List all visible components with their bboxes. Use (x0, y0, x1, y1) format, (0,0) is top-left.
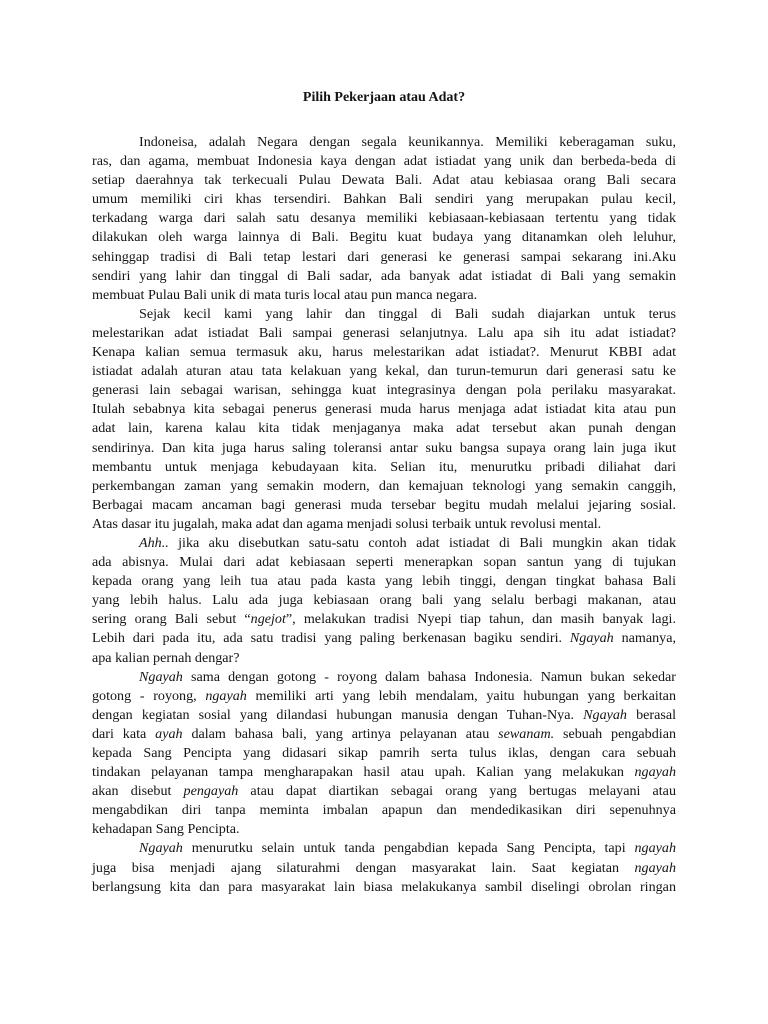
text-line: ras, dan agama, membuat Indonesia kaya dengan adat istiadat yang unik dan berbeda-beda di (92, 153, 676, 170)
text-line: sendiri yang lahir dan tinggal di Bali sadar, ada banyak adat istiadat di Bali yang semakin (92, 267, 676, 284)
text-line: kehadapan Sang Pencipta. (92, 821, 240, 838)
document-title: Pilih Pekerjaan atau Adat? (302, 90, 466, 105)
text-line: tindakan pelayanan tampa mengharapakan hasil atau upah. Kalian yang melakukan ngayah (92, 764, 676, 781)
text-line: umum memiliki ciri khas tersendiri. Bahkan Bali sendiri yang merupakan pulau kecil, (92, 191, 676, 208)
text-line: kepada orang yang leih tua atau pada kasta yang lebih tinggi, dengan tingkat bahasa Bali (92, 573, 676, 590)
text-line: juga bisa menjadi ajang silaturahmi dengan masyarakat lain. Saat kegiatan ngayah (92, 859, 676, 876)
text-line: akan disebut pengayah atau dapat diartikan sebagai orang yang bertugas melayani atau (92, 783, 676, 800)
text-line: Ahh.. jika aku disebutkan satu-satu contoh adat istiadat di Bali mungkin akan tidak (139, 534, 676, 551)
text-line: melestarikan adat istiadat Bali sampai generasi selanjutnya. Lalu apa sih itu adat istiadat? (92, 324, 676, 341)
text-line: Berbagai macam ancaman bagi generasi muda tersebar begitu mudah melalui jejaring sosial. (92, 496, 676, 513)
text-line: gotong - royong, ngayah memiliki arti yang lebih mendalam, yaitu hubungan yang berkaitan (92, 687, 676, 704)
text-line: yang lebih halus. Lalu ada juga kebiasaan orang bali yang selalu berbagi makanan, atau (92, 592, 676, 609)
text-line: generasi lain sebagai warisan, sehingga kuat integrasinya dengan pola perilaku masyarakat. (92, 382, 676, 399)
text-line: dengan kegiatan sosial yang dilandasi hubungan manusia dengan Tuhan-Nya. Ngayah berasal (92, 706, 676, 723)
text-line: Atas dasar itu jugalah, maka adat dan agama menjadi solusi terbaik untuk revolusi mental. (92, 515, 602, 532)
text-line: mengabdikan diri tanpa meminta imbalan apapun dan mendedikasikan diri sepenuhnya (92, 802, 676, 819)
text-line: sering orang Bali sebut “ngejot”, melakukan tradisi Nyepi tiap tahun, dan masih banyak lagi. (92, 611, 676, 628)
text-line: Ngayah menurutku selain untuk tanda pengabdian kepada Sang Pencipta, tapi ngayah (139, 840, 676, 857)
text-line: Sejak kecil kami yang lahir dan tinggal di Bali sudah diajarkan untuk terus (139, 305, 676, 322)
text-line: membantu untuk menjaga kebudayaan kita. Selian itu, menurutku pribadi diliahat dari (92, 458, 676, 475)
text-line: istiadat adalah aturan atau tata kelakuan yang kekal, dan turun-temurun dari generasi satu ke (92, 363, 676, 380)
text-line: berlangsung kita dan para masyarakat lain biasa melakukanya sambil diselingi obrolan ringan (92, 878, 676, 895)
text-line: Ngayah sama dengan gotong - royong dalam bahasa Indonesia. Namun bukan sekedar (139, 668, 676, 685)
text-line: membuat Pulau Bali unik di mata turis local atau pun manca negara. (92, 286, 478, 303)
text-line: dilakukan oleh warga lainnya di Bali. Begitu kuat budaya yang ditanamkan oleh leluhur, (92, 229, 676, 246)
text-line: dari kata ayah dalam bahasa bali, yang artinya pelayanan atau sewanam. sebuah pengabdian (92, 725, 676, 742)
text-line: setiap daerahnya tak terkecuali Pulau Dewata Bali. Adat atau kebiasaa orang Bali secara (92, 172, 676, 189)
text-line: ada abisnya. Mulai dari adat kebiasaan seperti menerapkan sopan santun yang di tujukan (92, 554, 676, 571)
text-line: apa kalian pernah dengar? (92, 649, 240, 666)
text-line: sehinggap tradisi di Bali tetap lestari dari generasi ke generasi sampai sekarang ini.Aku (92, 248, 676, 265)
text-line: terkadang warga dari salah satu desanya memiliki kebiasaan-kebiasaan tertentu yang tidak (92, 210, 676, 227)
document-body (92, 133, 676, 897)
text-line: perkembangan zaman yang semakin modern, dan kemajuan teknologi yang semakin canggih, (92, 477, 676, 494)
text-line: sendirinya. Dan kita juga harus saling toleransi antar suku bangsa supaya orang lain juga ikut (92, 439, 676, 456)
text-line: kepada Sang Pencipta yang didasari sikap pamrih serta tulus iklas, dengan cara sebuah (92, 745, 676, 761)
text-line: Kenapa kalian semua termasuk aku, harus melestarikan adat istiadat?. Menurut KBBI adat (92, 344, 676, 361)
text-line: Itulah sebabnya kita sebagai penerus generasi muda harus menjaga adat istiadat kita atau pun (92, 401, 676, 418)
text-line: adat lain, karena kalau kita tidak menjaganya maka adat tersebut akan punah dengan (92, 420, 676, 437)
text-line: Indoneisa, adalah Negara dengan segala keunikannya. Memiliki keberagaman suku, (139, 134, 676, 150)
text-line: Lebih dari pada itu, ada satu tradisi yang paling berkenasan bagiku sendiri. Ngayah namanya, (92, 630, 676, 647)
